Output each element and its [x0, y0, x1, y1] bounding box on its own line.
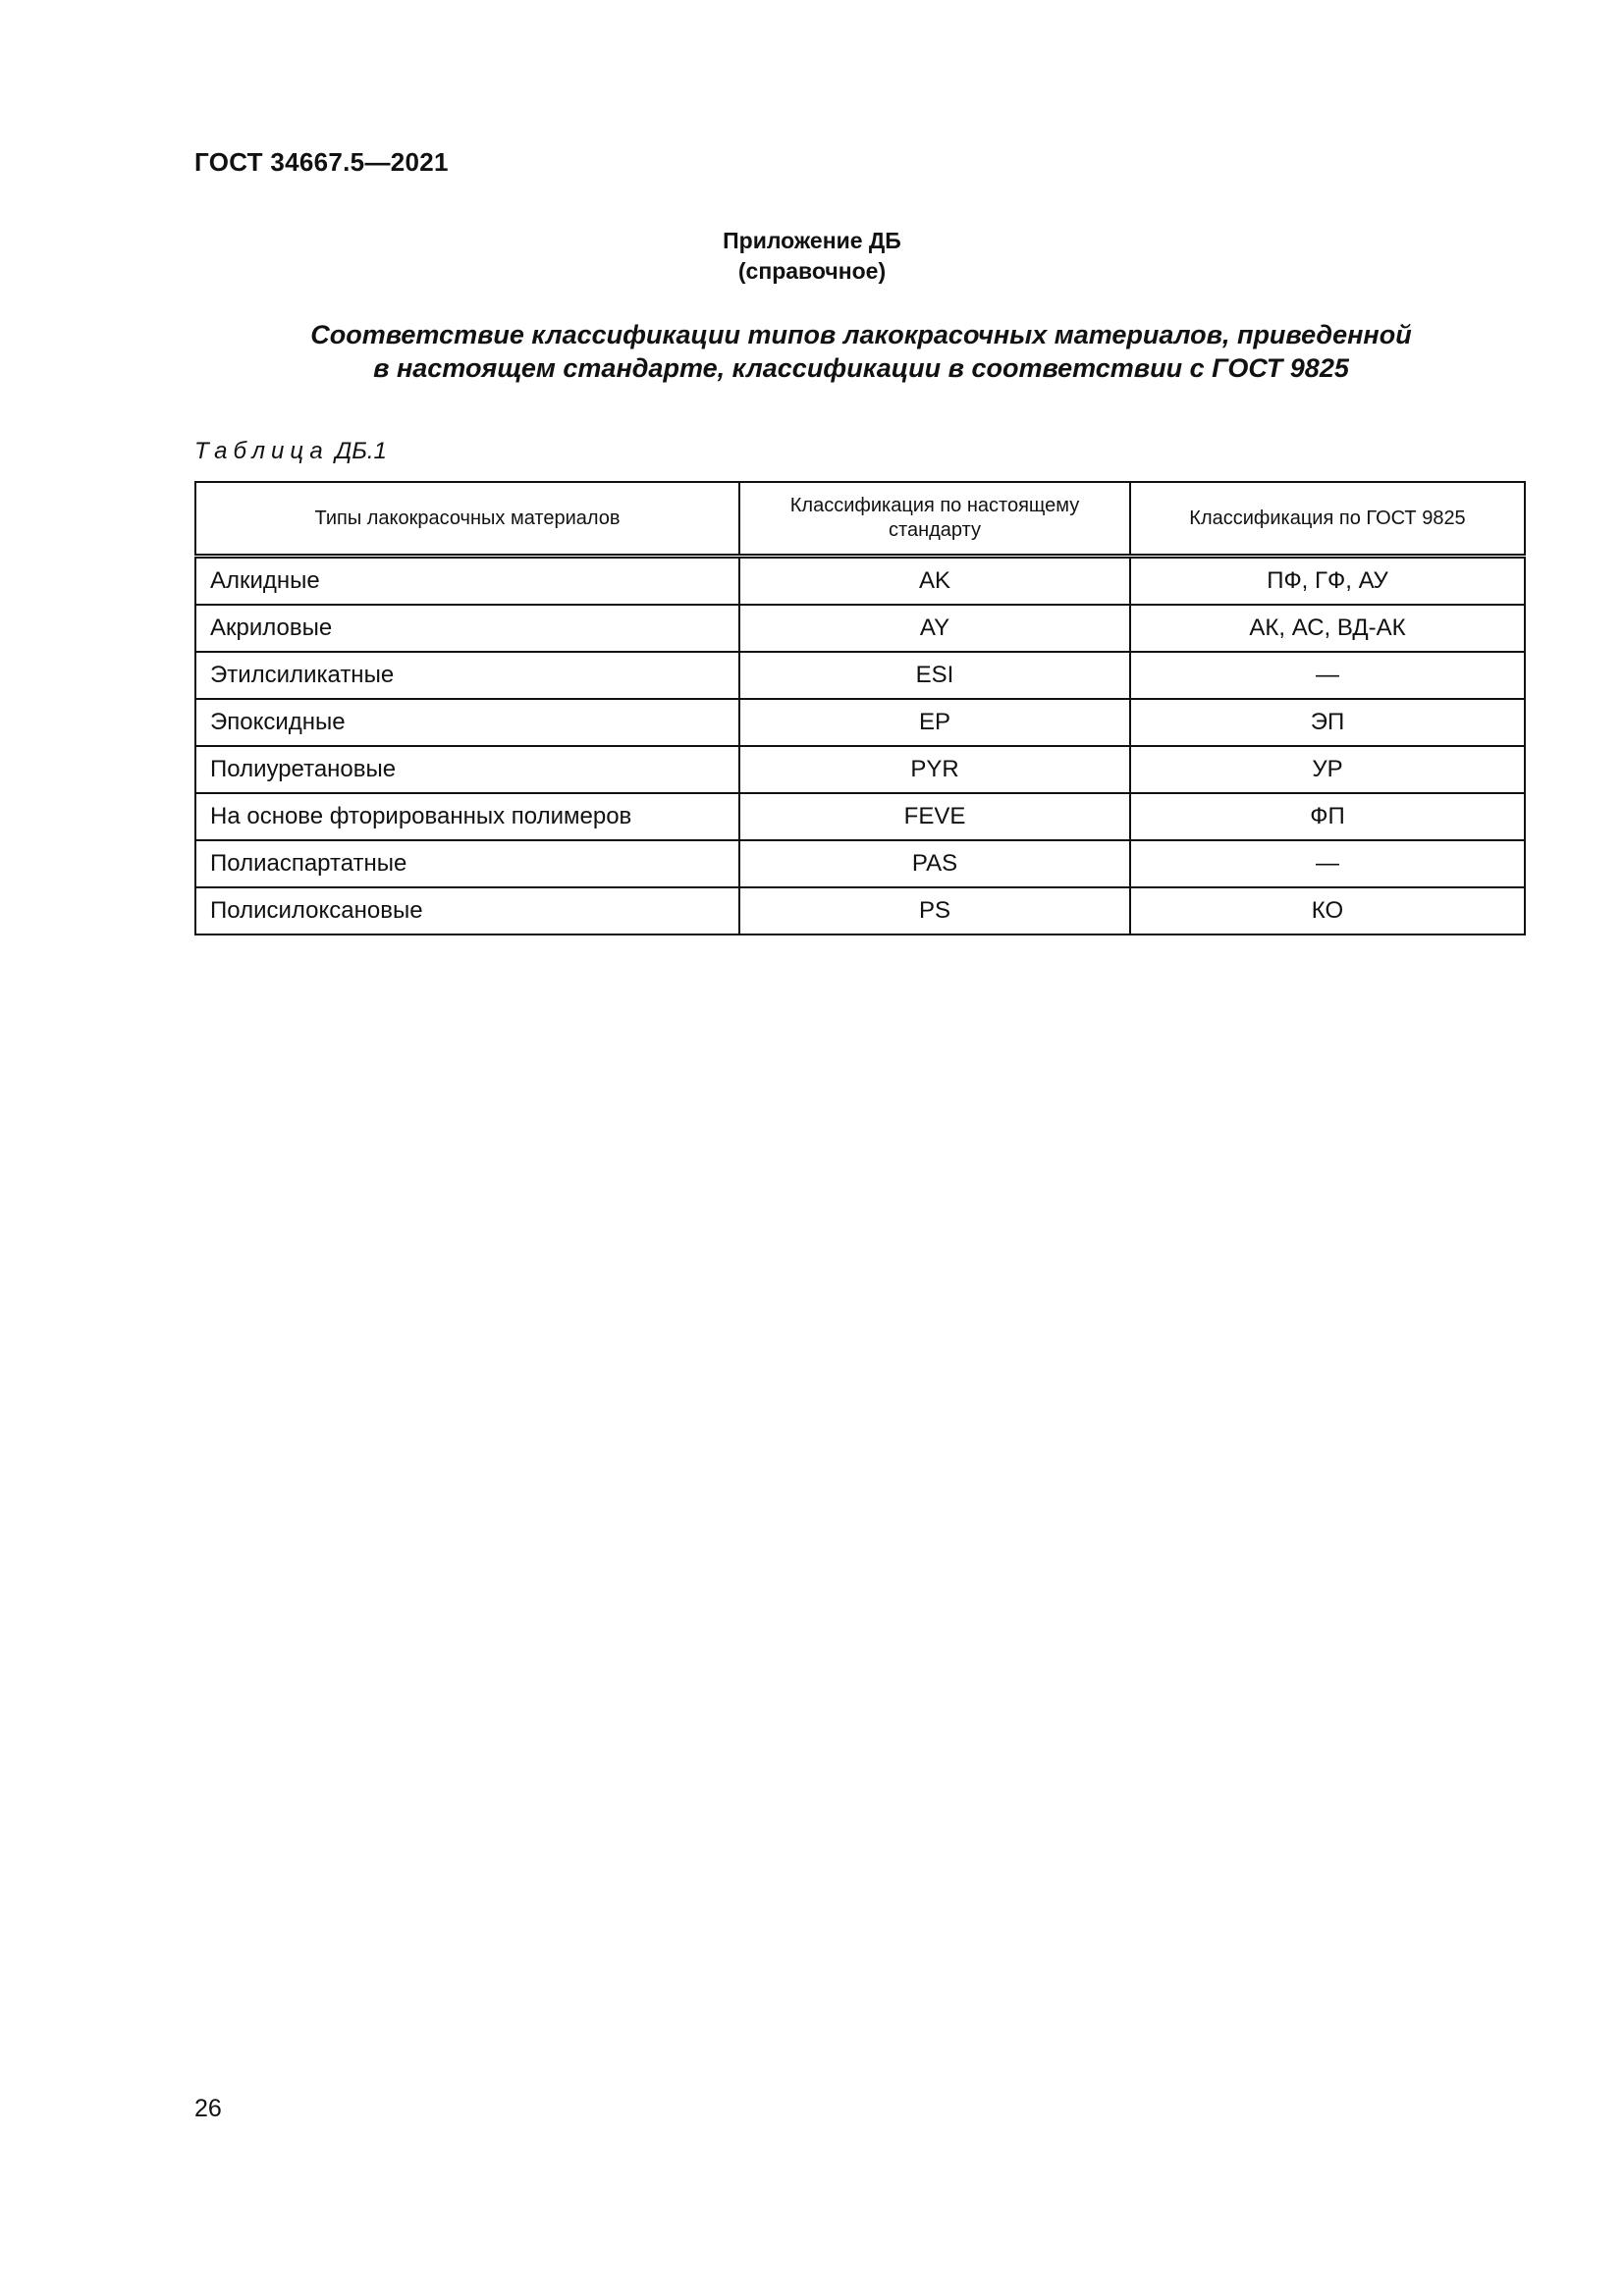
cell-gost-9825: АК, АС, ВД-АК: [1130, 605, 1525, 652]
classification-table: [194, 481, 1526, 935]
cell-this-standard: EP: [739, 699, 1130, 746]
column-header-gost-9825: Классификация по ГОСТ 9825: [1130, 482, 1525, 557]
cell-gost-9825: ФП: [1130, 793, 1525, 840]
cell-this-standard: PAS: [739, 840, 1130, 887]
table-row: [195, 557, 1525, 606]
cell-this-standard: PYR: [739, 746, 1130, 793]
cell-this-standard: FEVE: [739, 793, 1130, 840]
table-header-row: [195, 482, 1525, 557]
cell-gost-9825: ПФ, ГФ, АУ: [1130, 557, 1525, 606]
cell-gost-9825: —: [1130, 840, 1525, 887]
column-header-this-standard: Классификация по настоящему стандарту: [739, 482, 1130, 557]
table-row: [195, 652, 1525, 699]
cell-type: Эпоксидные: [195, 699, 739, 746]
cell-this-standard: AY: [739, 605, 1130, 652]
table-row: [195, 887, 1525, 934]
cell-gost-9825: КО: [1130, 887, 1525, 934]
cell-type: Полиаспартатные: [195, 840, 739, 887]
appendix-subtitle: (справочное): [737, 258, 887, 284]
cell-type: Этилсиликатные: [195, 652, 739, 699]
table-caption-word: Таблица: [194, 438, 329, 464]
column-header-types: Типы лакокрасочных материалов: [195, 482, 739, 557]
cell-this-standard: ESI: [739, 652, 1130, 699]
table-row: [195, 840, 1525, 887]
cell-type: Полиуретановые: [195, 746, 739, 793]
table-caption-number: ДБ.1: [335, 438, 387, 464]
cell-type: На основе фторированных полимеров: [195, 793, 739, 840]
cell-type: Акриловые: [195, 605, 739, 652]
document-number: ГОСТ 34667.5—2021: [194, 147, 449, 177]
page-number: 26: [194, 2095, 222, 2122]
table-row: [195, 699, 1525, 746]
cell-gost-9825: —: [1130, 652, 1525, 699]
table-row: [195, 746, 1525, 793]
table-row: [195, 793, 1525, 840]
section-heading-line-2: в настоящем стандарте, классификации в соответствии с ГОСТ 9825: [373, 353, 1349, 383]
cell-gost-9825: УР: [1130, 746, 1525, 793]
appendix-title: Приложение ДБ: [723, 228, 901, 253]
section-heading-line-1: Соответствие классификации типов лакокрасочных материалов, приведенной: [310, 320, 1412, 349]
cell-gost-9825: ЭП: [1130, 699, 1525, 746]
cell-type: Полисилоксановые: [195, 887, 739, 934]
cell-this-standard: AK: [739, 557, 1130, 606]
table-caption: [194, 438, 387, 465]
cell-this-standard: PS: [739, 887, 1130, 934]
table-row: [195, 605, 1525, 652]
cell-type: Алкидные: [195, 557, 739, 606]
